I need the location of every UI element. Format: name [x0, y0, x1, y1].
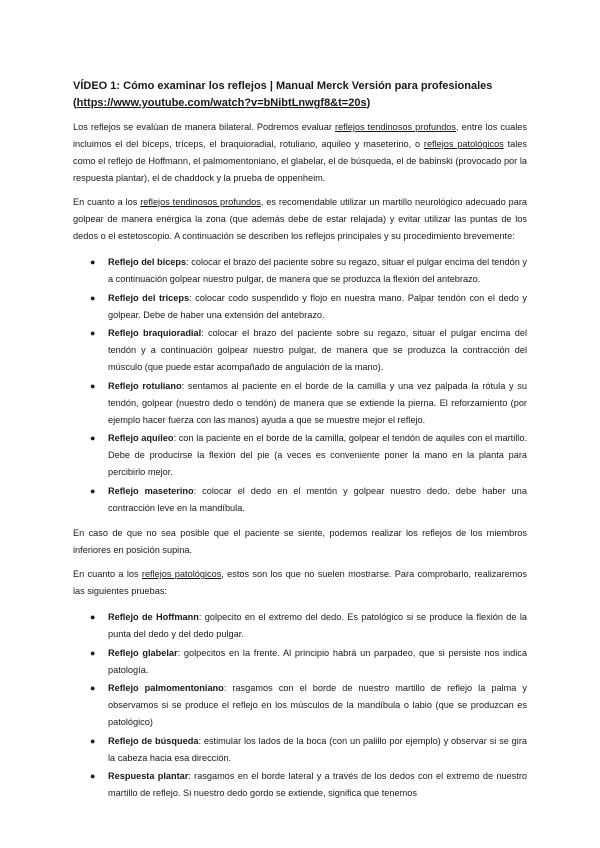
supine-paragraph: En caso de que no sea posible que el paciente se siente, podemos realizar los reflejos de los miembros inferiores en posición supina.: [73, 528, 527, 555]
item-label: Respuesta plantar: [108, 771, 189, 781]
bullet-icon: ●: [90, 735, 96, 746]
item-text: : estimular los lados de la boca (con un palillo por ejemplo) y observar si se gira la cabeza hacia esa dirección.: [108, 735, 527, 763]
item-text: : colocar el dedo en el mentón y golpear nuestro dedo. debe haber una contracción leve en la mandíbula.: [108, 485, 527, 513]
list-item: [90, 645, 527, 679]
bullet-icon: ●: [90, 485, 96, 496]
document-title: [73, 78, 527, 112]
pathological-paragraph: En cuanto a los reflejos patológicos, estos son los que no suelen mostrarse. Para comprobarlo, realizaremos las siguientes pruebas:: [73, 569, 528, 596]
deep-reflexes-list: [73, 254, 527, 517]
paren-close: ): [366, 97, 371, 109]
item-text: : colocar el brazo del paciente sobre su regazo, situar el pulgar encima del tendón y a continuación golpear nuestro pulgar, de manera que se produzca la flexión del antebrazo.: [108, 257, 527, 284]
item-label: Reflejo palmomentoniano: [108, 683, 224, 693]
underlined-term: reflejos patológicos: [423, 139, 504, 149]
item-label: Reflejo de búsqueda: [108, 735, 199, 746]
item-label: Reflejo braquioradial: [108, 328, 202, 338]
item-text: : colocar el brazo del paciente sobre su regazo, situar el pulgar encima del tendón y a continuación golpear nuestro pulgar, de manera que se produzca la contracción del músculo (que puede estar acompañado de angulación de la mano).: [108, 328, 527, 372]
list-item: [90, 768, 527, 802]
list-item: [90, 378, 528, 429]
video-link[interactable]: https://www.youtube.com/watch?v=bNibtLnwgf8&t=20s: [76, 97, 367, 109]
pathological-reflexes-list: [73, 609, 527, 802]
item-label: Reflejo del bíceps: [108, 257, 187, 267]
underlined-term: reflejos tendinosos profundos: [140, 197, 261, 207]
title-link-line: [73, 95, 527, 112]
item-label: Reflejo rotuliano: [108, 380, 182, 391]
item-text: : sentamos al paciente en el borde de la camilla y una vez palpada la rótula y su tendón, golpear (nuestro dedo o tendón) de manera que se extiende la pierna. El reforzamiento (por ejemplo hacer fuerza con las manos) ayuda a que se muestre mejor el reflejo.: [108, 380, 528, 425]
bullet-icon: ●: [90, 328, 96, 338]
list-item: [90, 680, 527, 731]
item-text: : con la paciente en el borde de la camilla, golpear el tendón de aquiles con el martillo. Debe de producirse la flexión del pie (a veces es conveniente poner la mano en la planta para percibirlo mejor.: [108, 433, 527, 477]
bullet-icon: ●: [90, 257, 96, 267]
item-text: : rasgamos en el borde lateral y a través de los dedos con el extremo de nuestro martillo de reflejo. Si nuestro dedo gordo se extiende, significa que tenemos: [108, 771, 527, 798]
list-item: [90, 733, 527, 767]
item-text: : golpecito en el extremo del dedo. Es patológico si se produce la flexión de la punta del dedo y del dedo pulgar.: [108, 612, 527, 639]
list-item: [90, 609, 527, 643]
list-item: [90, 325, 527, 376]
item-text: : rasgamos con el borde de nuestro martillo de reflejo la palma y observamos si se produce el reflejo en los músculos de la mandíbula o labio (que se produzcan es patológico): [108, 683, 527, 727]
bullet-icon: ●: [90, 771, 96, 781]
bullet-icon: ●: [90, 433, 96, 443]
item-label: Reflejo maseterino: [108, 485, 194, 496]
list-item: [90, 430, 527, 481]
paren-open: (: [73, 97, 77, 109]
deep-reflexes-paragraph: En cuanto a los reflejos tendinosos profundos, es recomendable utilizar un martillo neurológico adecuado para golpear de manera enérgica la zona (que además debe de estar relajada) y evitar utilizar las puntas de los dedos o el estetoscopio. A continuación se describen los reflejos principales y su procedimiento brevemente:: [73, 197, 528, 241]
bullet-icon: ●: [90, 647, 96, 658]
item-text: : colocar codo suspendido y flojo en nuestra mano. Palpar tendón con el dedo y golpear. Debe de haber una extensión del antebrazo.: [108, 292, 528, 320]
underlined-term: reflejos tendinosos profundos: [334, 122, 457, 132]
bullet-icon: ●: [90, 380, 96, 391]
item-label: Reflejo glabelar: [108, 647, 178, 658]
bullet-icon: ●: [90, 683, 96, 693]
underlined-term: reflejos patológicos: [141, 569, 222, 579]
list-item: [90, 290, 528, 324]
list-item: [90, 483, 527, 517]
title-text: VÍDEO 1: Cómo examinar los reflejos | Manual Merck Versión para profesionales: [73, 80, 493, 92]
bullet-icon: ●: [90, 292, 96, 303]
intro-paragraph: Los reflejos se evalúan de manera bilateral. Podremos evaluar reflejos tendinosos profundos, entre los cuales incluimos el del bíceps, tríceps, el braquioradial, rotuliano, aquileo y maseterino, o reflejos patológicos tales como el reflejo de Hoffmann, el palmomentoniano, el glabelar, el de búsqueda, el de babinski (provocado por la respuesta plantar), el de chaddock y la prueba de oppenheim.: [73, 122, 527, 183]
list-item: [90, 254, 527, 288]
item-label: Reflejo aquíleo: [108, 433, 174, 443]
item-label: Reflejo de Hoffmann: [108, 612, 199, 622]
bullet-icon: ●: [90, 612, 96, 622]
item-text: : golpecitos en la frente. Al principio habrá un parpadeo, que si persiste nos indica patología.: [108, 647, 527, 675]
item-label: Reflejo del tríceps: [108, 292, 190, 303]
